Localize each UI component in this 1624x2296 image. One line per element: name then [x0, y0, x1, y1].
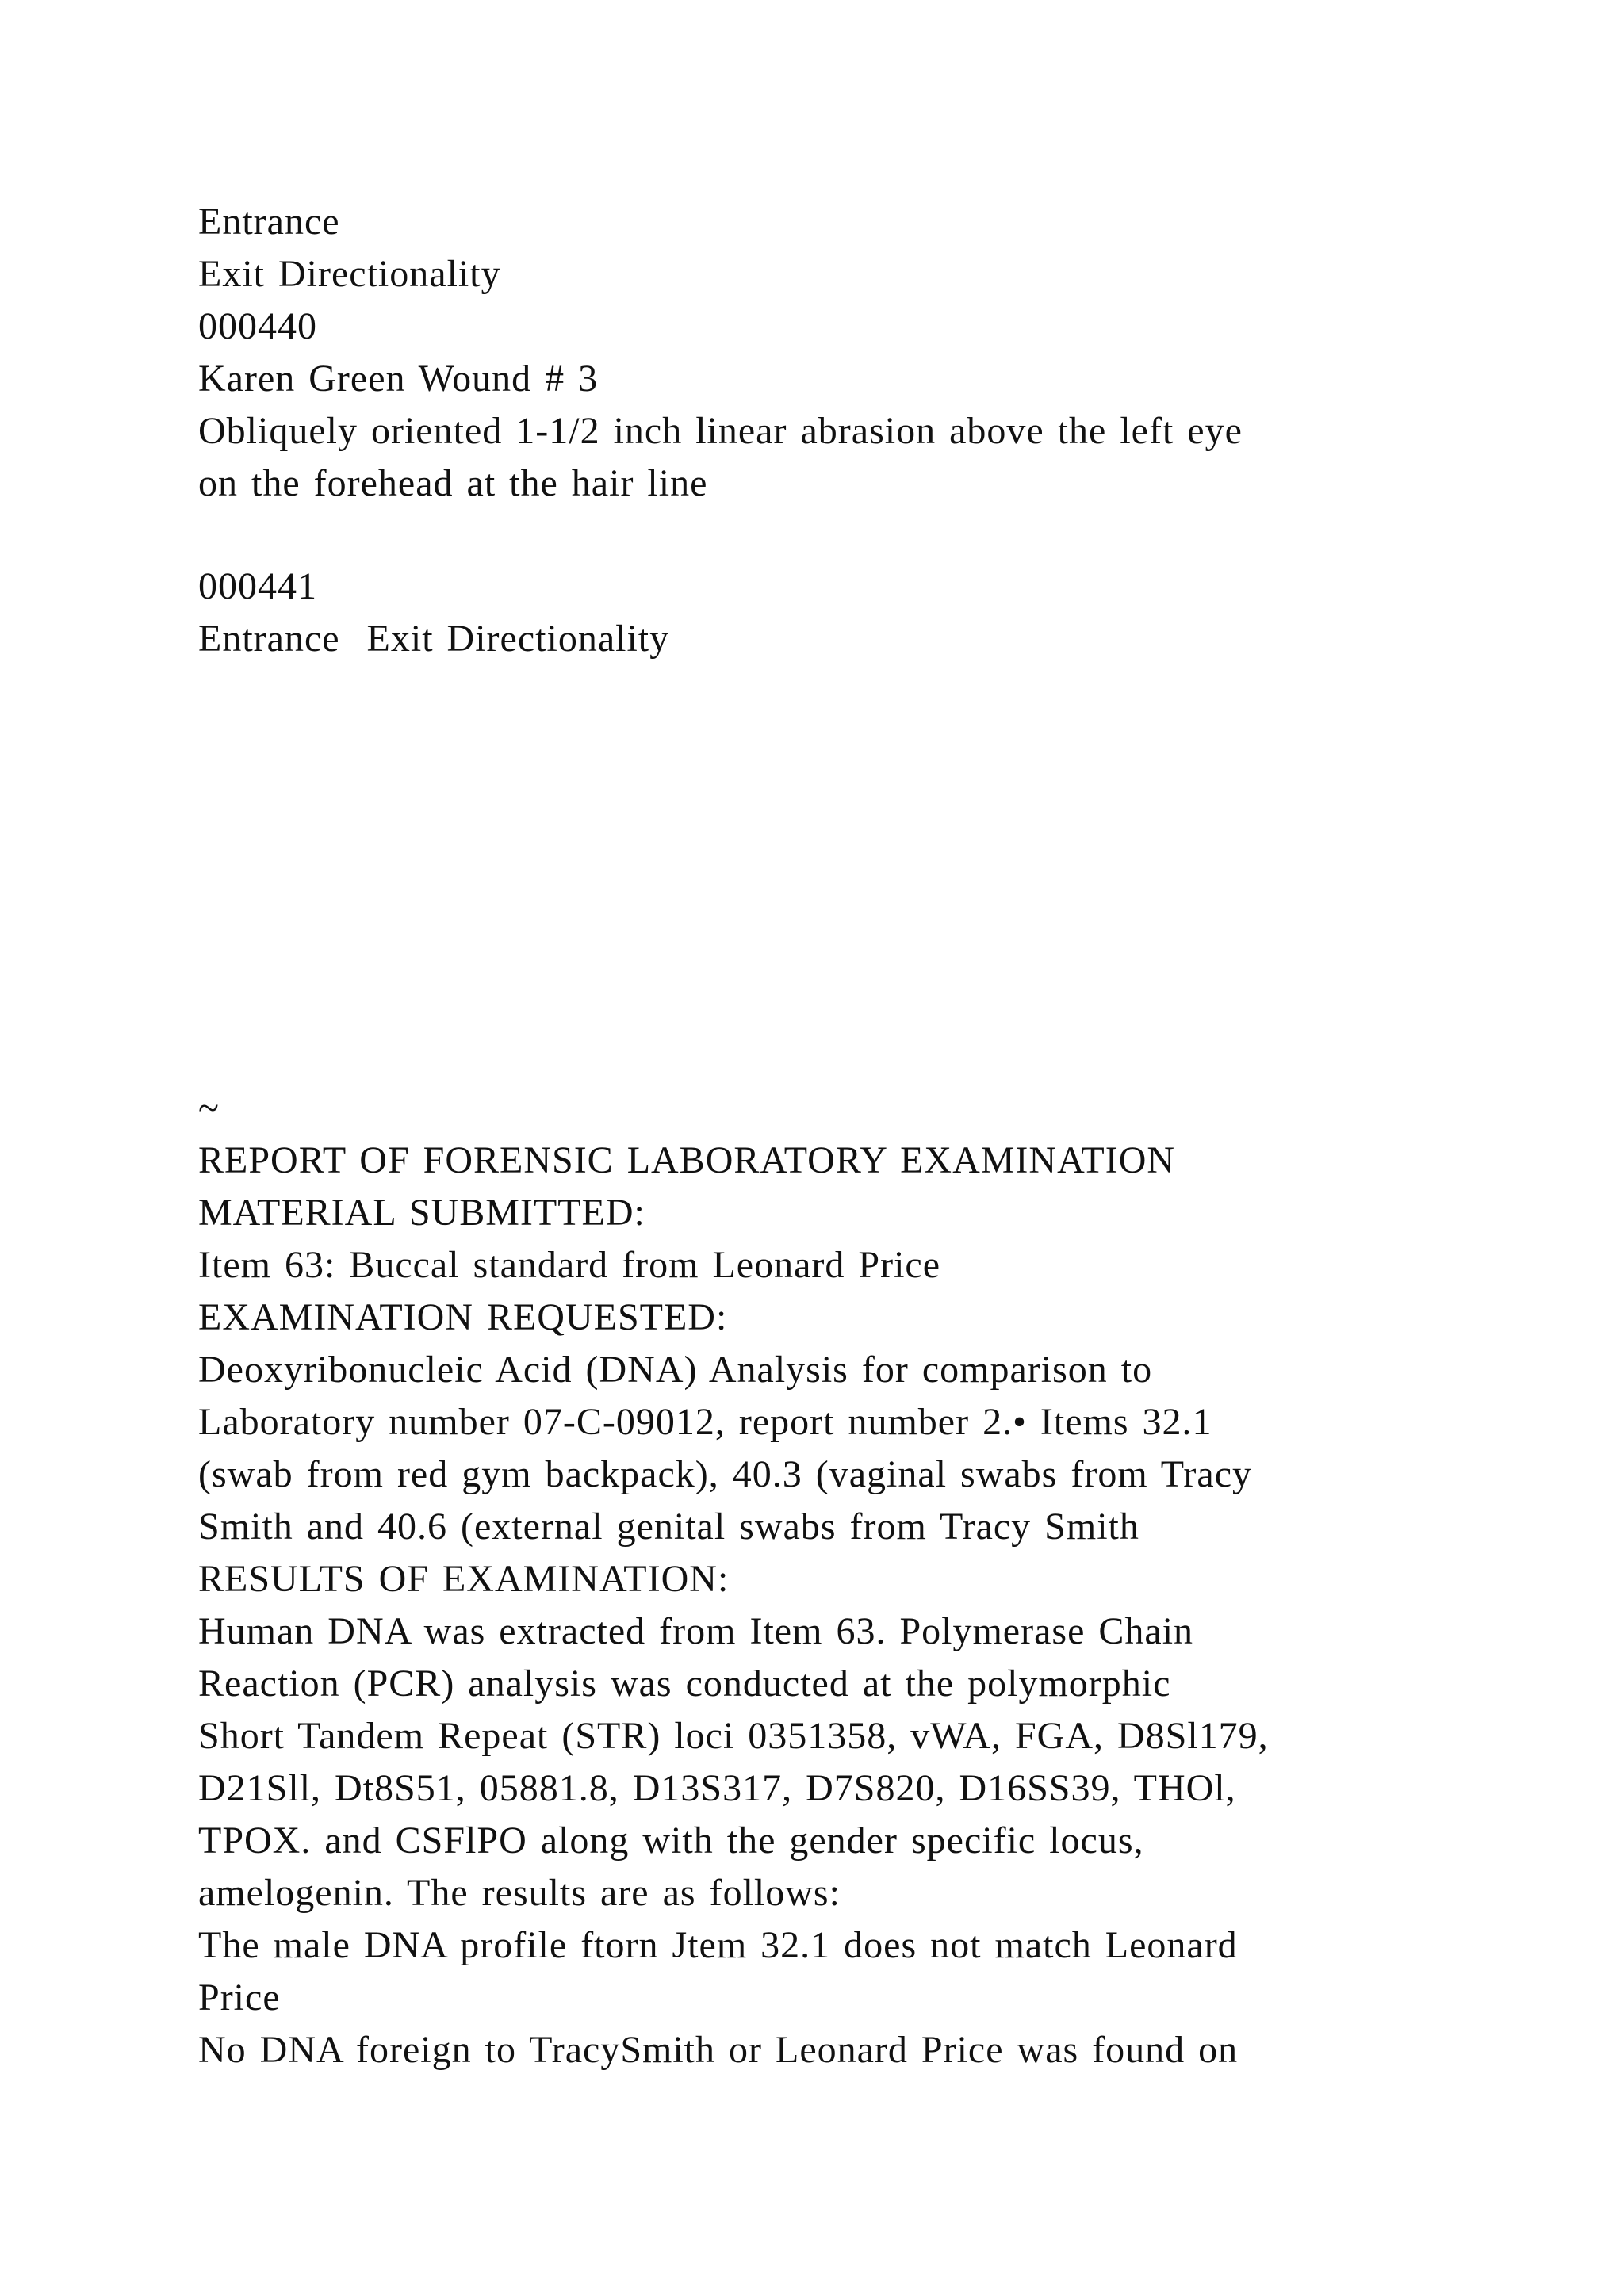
- text-line: REPORT OF FORENSIC LABORATORY EXAMINATION: [198, 1139, 1176, 1181]
- text-line: Entrance Exit Directionality: [198, 618, 670, 660]
- text-line: Item 63: Buccal standard from Leonard Price: [198, 1244, 941, 1286]
- text-line: Deoxyribonucleic Acid (DNA) Analysis for comparison to: [198, 1349, 1153, 1391]
- text-line: Obliquely oriented 1-1/2 inch linear abrasion above the left eye: [198, 410, 1243, 452]
- text-line: (swab from red gym backpack), 40.3 (vaginal swabs from Tracy: [198, 1453, 1253, 1495]
- text-line: Short Tandem Repeat (STR) loci 0351358, vWA, FGA, D8Sl179,: [198, 1715, 1269, 1757]
- text-line: on the forehead at the hair line: [198, 462, 708, 504]
- text-line: MATERIAL SUBMITTED:: [198, 1192, 645, 1234]
- text-line: Laboratory number 07-C-09012, report number 2.• Items 32.1: [198, 1401, 1212, 1443]
- text-line: EXAMINATION REQUESTED:: [198, 1296, 728, 1338]
- text-line: TPOX. and CSFlPO along with the gender specific locus,: [198, 1820, 1144, 1862]
- text-line: Exit Directionality: [198, 253, 501, 295]
- text-line: D21Sll, Dt8S51, 05881.8, D13S317, D7S820, D16SS39, THOl,: [198, 1767, 1236, 1809]
- text-line: Entrance: [198, 201, 340, 243]
- text-line: ~: [198, 1087, 220, 1129]
- text-line: Human DNA was extracted from Item 63. Polymerase Chain: [198, 1610, 1194, 1652]
- text-line: The male DNA profile ftorn Jtem 32.1 does not match Leonard: [198, 1924, 1238, 1966]
- text-line: amelogenin. The results are as follows:: [198, 1872, 841, 1914]
- text-line: No DNA foreign to TracySmith or Leonard Price was found on: [198, 2029, 1239, 2071]
- text-line: RESULTS OF EXAMINATION:: [198, 1558, 730, 1600]
- text-line: 000440: [198, 305, 317, 347]
- text-line: Reaction (PCR) analysis was conducted at the polymorphic: [198, 1663, 1171, 1705]
- text-line: Smith and 40.6 (external genital swabs from Tracy Smith: [198, 1506, 1139, 1548]
- text-line: 000441: [198, 565, 317, 607]
- text-line: Price: [198, 1976, 281, 2019]
- text-line: Karen Green Wound # 3: [198, 358, 599, 400]
